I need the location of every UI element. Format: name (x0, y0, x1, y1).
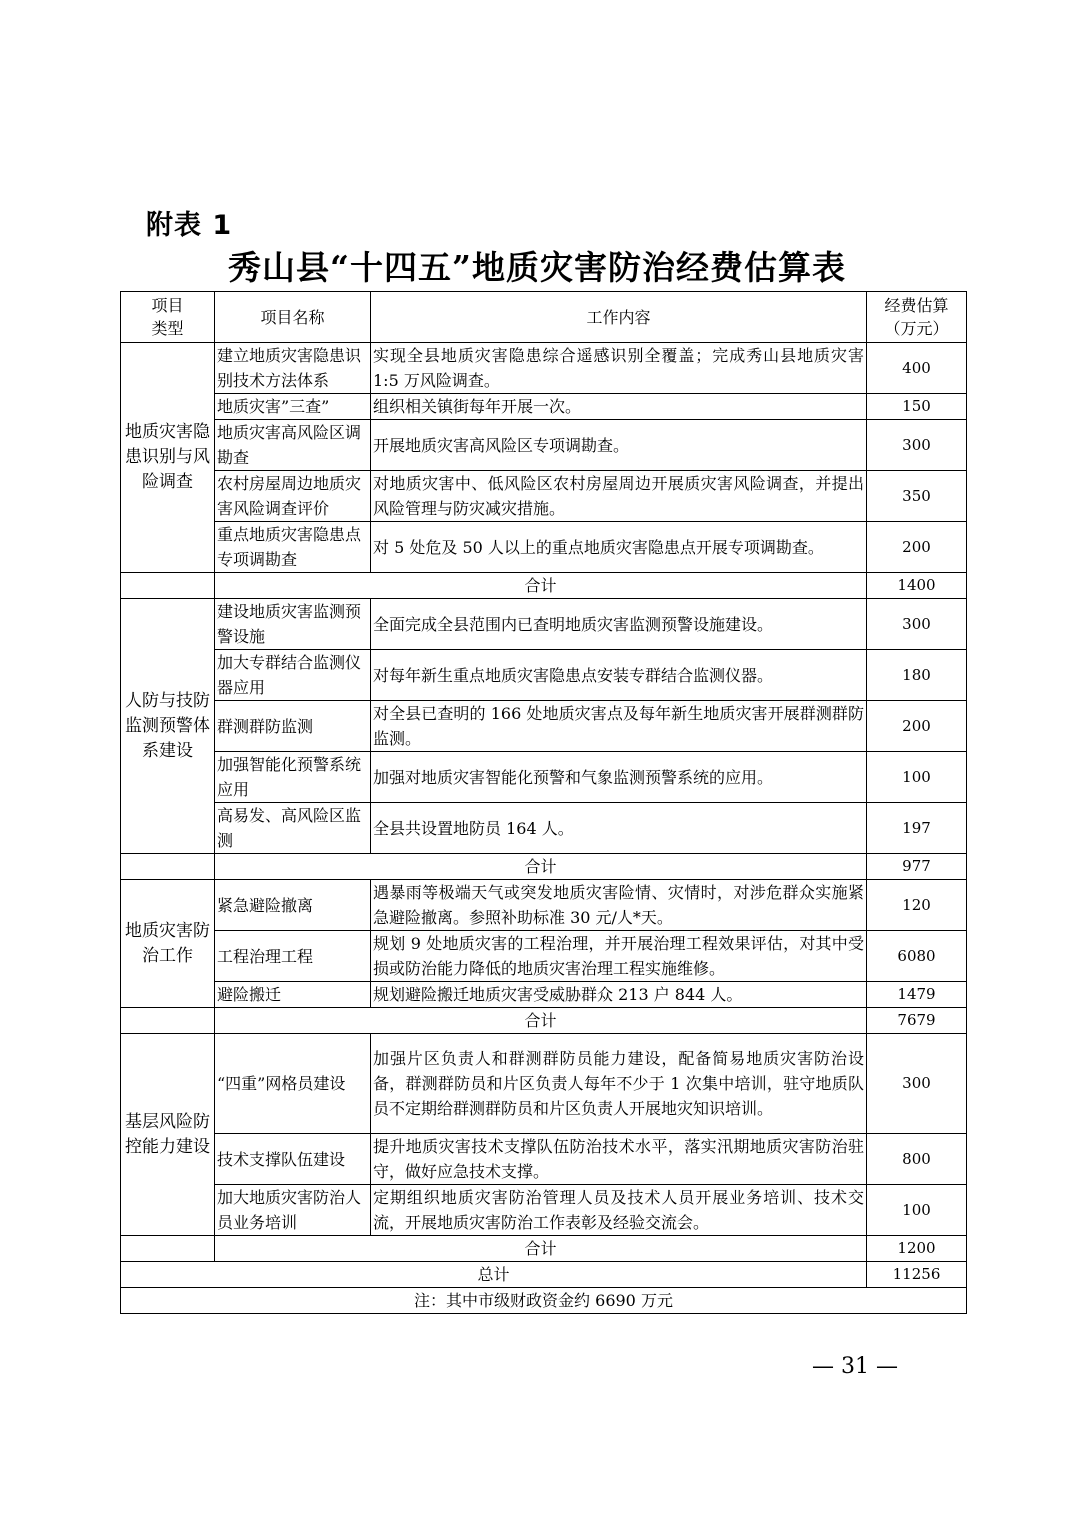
category-cell: 地质灾害防治工作 (121, 880, 215, 1008)
work-content: 对 5 处危及 50 人以上的重点地质灾害隐患点开展专项调勘查。 (371, 522, 867, 573)
budget-value: 200 (867, 701, 967, 752)
table-row (121, 420, 967, 471)
project-name: 重点地质灾害隐患点专项调勘查 (215, 522, 371, 573)
table-row (121, 522, 967, 573)
budget-value: 300 (867, 1034, 967, 1134)
page-number: — 31 — (812, 1354, 898, 1379)
table-row (121, 880, 967, 931)
subtotal-value: 7679 (867, 1008, 967, 1034)
header-content: 工作内容 (371, 292, 867, 343)
subtotal-spacer (121, 573, 215, 599)
table-row (121, 803, 967, 854)
table-row (121, 650, 967, 701)
table-title: 秀山县“十四五”地质灾害防治经费估算表 (228, 248, 846, 287)
table-row (121, 471, 967, 522)
note: 注：其中市级财政资金约 6690 万元 (121, 1288, 967, 1314)
work-content: 提升地质灾害技术支撑队伍防治技术水平，落实汛期地质灾害防治驻守，做好应急技术支撑。 (371, 1134, 867, 1185)
total-label: 总计 (121, 1262, 867, 1288)
subtotal-spacer (121, 1008, 215, 1034)
work-content: 规划 9 处地质灾害的工程治理，并开展治理工程效果评估，对其中受损或防治能力降低的地质灾害治理工程实施维修。 (371, 931, 867, 982)
subtotal-row (121, 573, 967, 599)
subtotal-value: 1400 (867, 573, 967, 599)
total-value: 11256 (867, 1262, 967, 1288)
work-content: 加强片区负责人和群测群防员能力建设，配备简易地质灾害防治设备，群测群防员和片区负责人每年不少于 1 次集中培训，驻守地质队员不定期给群测群防员和片区负责人开展地灾知识培训。 (371, 1034, 867, 1134)
project-name: 工程治理工程 (215, 931, 371, 982)
table-row (121, 394, 967, 420)
project-name: 地质灾害”三查” (215, 394, 371, 420)
table-row (121, 1034, 967, 1134)
subtotal-label: 合计 (215, 1008, 867, 1034)
subtotal-spacer (121, 1236, 215, 1262)
table-row (121, 1185, 967, 1236)
subtotal-label: 合计 (215, 573, 867, 599)
table-row (121, 752, 967, 803)
appendix-label: 附表 1 (146, 210, 233, 241)
subtotal-row (121, 1236, 967, 1262)
project-name: 避险搬迁 (215, 982, 371, 1008)
table-row (121, 931, 967, 982)
category-cell: 人防与技防监测预警体系建设 (121, 599, 215, 854)
table-row (121, 701, 967, 752)
subtotal-row (121, 1008, 967, 1034)
budget-value: 300 (867, 599, 967, 650)
budget-value: 300 (867, 420, 967, 471)
work-content: 组织相关镇街每年开展一次。 (371, 394, 867, 420)
total-row (121, 1262, 967, 1288)
table-row (121, 343, 967, 394)
project-name: 技术支撑队伍建设 (215, 1134, 371, 1185)
budget-value: 200 (867, 522, 967, 573)
project-name: 建设地质灾害监测预警设施 (215, 599, 371, 650)
budget-value: 6080 (867, 931, 967, 982)
budget-value: 100 (867, 752, 967, 803)
budget-value: 400 (867, 343, 967, 394)
budget-value: 100 (867, 1185, 967, 1236)
budget-table (120, 291, 967, 1314)
category-cell: 地质灾害隐患识别与风险调查 (121, 343, 215, 573)
header-budget: 经费估算（万元） (867, 292, 967, 343)
budget-value: 800 (867, 1134, 967, 1185)
project-name: 高易发、高风险区监测 (215, 803, 371, 854)
work-content: 对每年新生重点地质灾害隐患点安装专群结合监测仪器。 (371, 650, 867, 701)
subtotal-value: 1200 (867, 1236, 967, 1262)
work-content: 对地质灾害中、低风险区农村房屋周边开展质灾害风险调查，并提出风险管理与防灾减灾措施。 (371, 471, 867, 522)
project-name: 农村房屋周边地质灾害风险调查评价 (215, 471, 371, 522)
work-content: 全面完成全县范围内已查明地质灾害监测预警设施建设。 (371, 599, 867, 650)
table-row (121, 599, 967, 650)
work-content: 实现全县地质灾害隐患综合遥感识别全覆盖；完成秀山县地质灾害 1:5 万风险调查。 (371, 343, 867, 394)
table-row (121, 1134, 967, 1185)
budget-value: 180 (867, 650, 967, 701)
category-cell: 基层风险防控能力建设 (121, 1034, 215, 1236)
budget-value: 197 (867, 803, 967, 854)
work-content: 遇暴雨等极端天气或突发地质灾害险情、灾情时，对涉危群众实施紧急避险撤离。参照补助标准 30 元/人*天。 (371, 880, 867, 931)
project-name: 加大地质灾害防治人员业务培训 (215, 1185, 371, 1236)
project-name: 群测群防监测 (215, 701, 371, 752)
work-content: 对全县已查明的 166 处地质灾害点及每年新生地质灾害开展群测群防监测。 (371, 701, 867, 752)
work-content: 全县共设置地防员 164 人。 (371, 803, 867, 854)
note-row (121, 1288, 967, 1314)
project-name: 加大专群结合监测仪器应用 (215, 650, 371, 701)
project-name: “四重”网格员建设 (215, 1034, 371, 1134)
budget-value: 350 (867, 471, 967, 522)
subtotal-label: 合计 (215, 854, 867, 880)
budget-value: 1479 (867, 982, 967, 1008)
project-name: 地质灾害高风险区调勘查 (215, 420, 371, 471)
table-row (121, 982, 967, 1008)
work-content: 加强对地质灾害智能化预警和气象监测预警系统的应用。 (371, 752, 867, 803)
subtotal-row (121, 854, 967, 880)
subtotal-label: 合计 (215, 1236, 867, 1262)
work-content: 规划避险搬迁地质灾害受威胁群众 213 户 844 人。 (371, 982, 867, 1008)
header-category: 项目类型 (121, 292, 215, 343)
work-content: 开展地质灾害高风险区专项调勘查。 (371, 420, 867, 471)
work-content: 定期组织地质灾害防治管理人员及技术人员开展业务培训、技术交流，开展地质灾害防治工作表彰及经验交流会。 (371, 1185, 867, 1236)
project-name: 建立地质灾害隐患识别技术方法体系 (215, 343, 371, 394)
header-name: 项目名称 (215, 292, 371, 343)
budget-value: 120 (867, 880, 967, 931)
budget-value: 150 (867, 394, 967, 420)
project-name: 紧急避险撤离 (215, 880, 371, 931)
subtotal-value: 977 (867, 854, 967, 880)
project-name: 加强智能化预警系统应用 (215, 752, 371, 803)
subtotal-spacer (121, 854, 215, 880)
